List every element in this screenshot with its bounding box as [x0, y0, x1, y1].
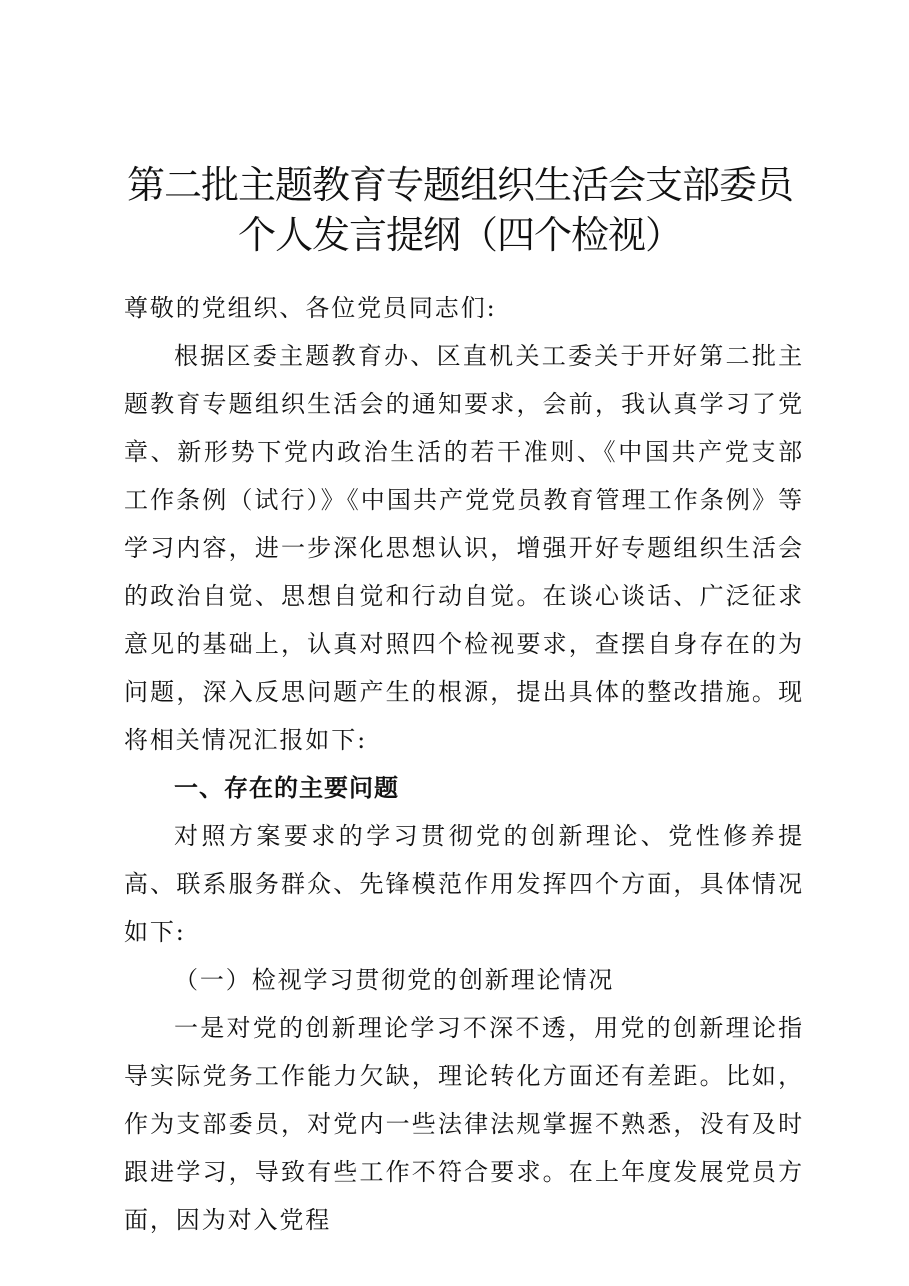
- salutation: 尊敬的党组织、各位党员同志们:: [124, 294, 497, 322]
- subsection-heading-theory-review: （一）检视学习贯彻党的创新理论情况: [174, 966, 615, 994]
- document-title: 第二批主题教育专题组织生活会支部委员个人发言提纲（四个检视）: [126, 163, 793, 257]
- section-intro-paragraph: 对照方案要求的学习贯彻党的创新理论、党性修养提高、联系服务群众、先锋模范作用发挥四个方面，具体情况如下:: [124, 822, 804, 946]
- intro-paragraph: 根据区委主题教育办、区直机关工委关于开好第二批主题教育专题组织生活会的通知要求，会前，我认真学习了党章、新形势下党内政治生活的若干准则、《中国共产党支部工作条例（试行）》《中国共产党党员教育管理工作条例》等学习内容，进一步深化思想认识，增强开好专题组织生活会的政治自觉、思想自觉和行动自觉。在谈心谈话、广泛征求意见的基础上，认真对照四个检视要求，查摆自身存在的为问题，深入反思问题产生的根源，提出具体的整改措施。现将相关情况汇报如下:: [124, 342, 804, 754]
- document-body: [124, 284, 804, 1244]
- subsection-paragraph: 一是对党的创新理论学习不深不透，用党的创新理论指导实际党务工作能力欠缺，理论转化方面还有差距。比如，作为支部委员，对党内一些法律法规掌握不熟悉，没有及时跟进学习，导致有些工作不符合要求。在上年度发展党员方面，因为对入党程: [124, 1014, 804, 1234]
- section-heading-main-problems: 一、存在的主要问题: [174, 774, 399, 802]
